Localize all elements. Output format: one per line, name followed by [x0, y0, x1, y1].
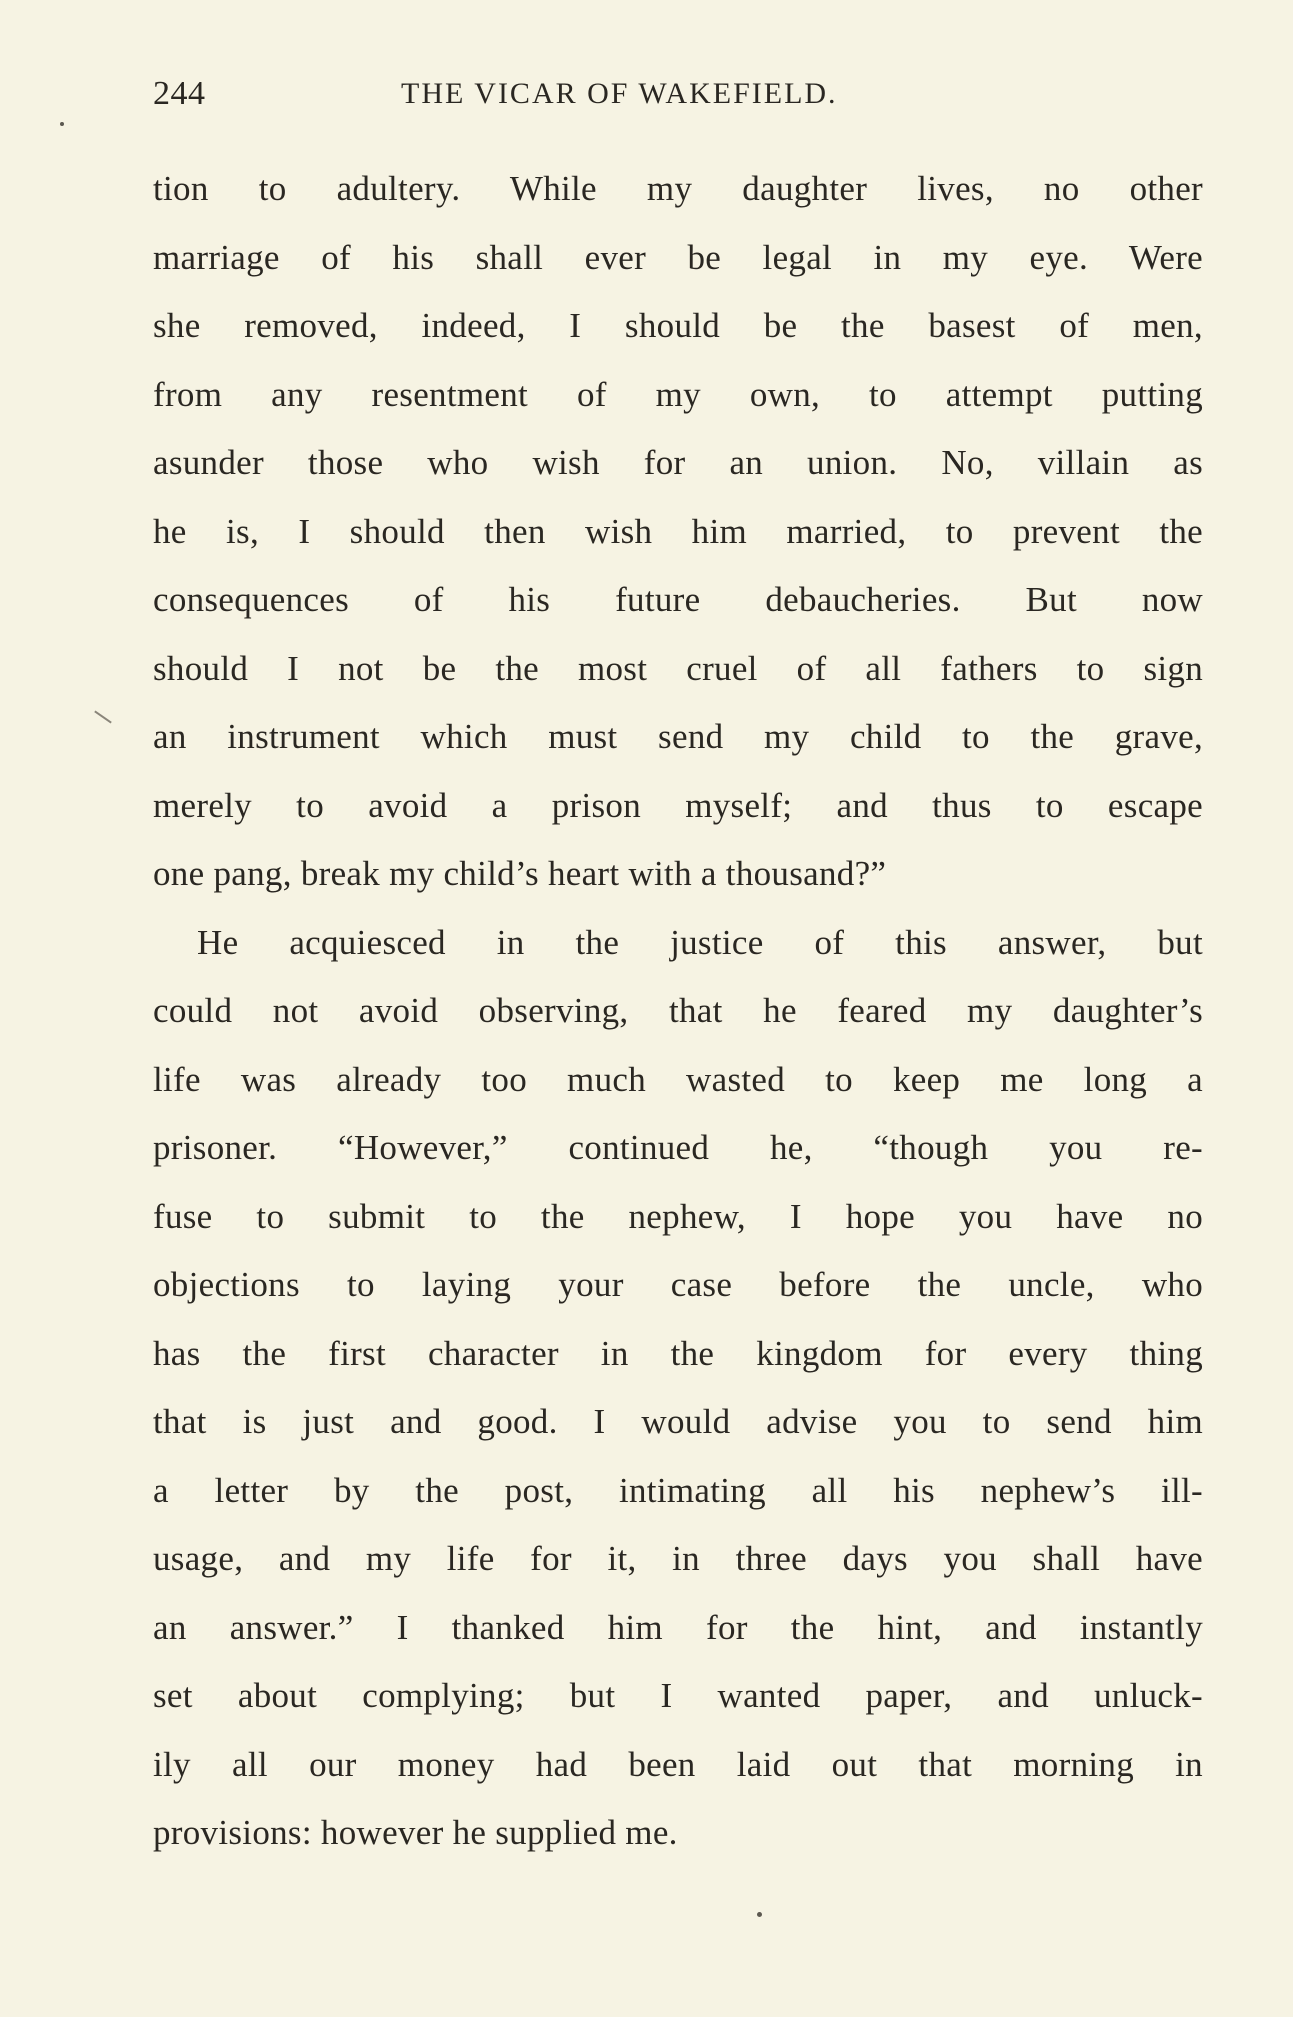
text-line: should I not be the most cruel of all fathers to sign: [153, 649, 1203, 688]
text-line: could not avoid observing, that he feared my daughter’s: [153, 991, 1203, 1030]
text-line: set about complying; but I wanted paper, and unluck-: [153, 1676, 1203, 1715]
text-line: objections to laying your case before the uncle, who: [153, 1265, 1203, 1304]
text-line: from any resentment of my own, to attempt putting: [153, 375, 1203, 414]
paper-speck: [60, 122, 64, 126]
text-line: consequences of his future debaucheries. But now: [153, 580, 1203, 619]
page-header: [153, 72, 1203, 116]
text-line: one pang, break my child’s heart with a thousand?”: [153, 854, 887, 893]
text-line: prisoner. “However,” continued he, “though you re-: [153, 1128, 1203, 1167]
page-number: 244: [153, 75, 206, 112]
text-line: He acquiesced in the justice of this answer, but: [197, 923, 1203, 962]
text-line: fuse to submit to the nephew, I hope you have no: [153, 1197, 1203, 1236]
text-line: an instrument which must send my child to the grave,: [153, 717, 1203, 756]
text-line: tion to adultery. While my daughter lives, no other: [153, 169, 1203, 208]
text-line: usage, and my life for it, in three days you shall have: [153, 1539, 1203, 1578]
text-line: that is just and good. I would advise you to send him: [153, 1402, 1203, 1441]
text-line: he is, I should then wish him married, to prevent the: [153, 512, 1203, 551]
text-line: an answer.” I thanked him for the hint, and instantly: [153, 1608, 1203, 1647]
text-line: merely to avoid a prison myself; and thus to escape: [153, 786, 1203, 825]
text-line: has the first character in the kingdom for every thing: [153, 1334, 1203, 1373]
text-line: marriage of his shall ever be legal in my eye. Were: [153, 238, 1203, 277]
text-line: provisions: however he supplied me.: [153, 1813, 678, 1852]
text-line: life was already too much wasted to keep me long a: [153, 1060, 1203, 1099]
running-title: THE VICAR OF WAKEFIELD.: [401, 77, 838, 110]
paper-speck: [757, 1912, 762, 1917]
paper-tick-mark: [94, 710, 112, 723]
text-line: asunder those who wish for an union. No, villain as: [153, 443, 1203, 482]
text-line: she removed, indeed, I should be the basest of men,: [153, 306, 1203, 345]
text-line: ily all our money had been laid out that morning in: [153, 1745, 1203, 1784]
text-line: a letter by the post, intimating all his nephew’s ill-: [153, 1471, 1203, 1510]
